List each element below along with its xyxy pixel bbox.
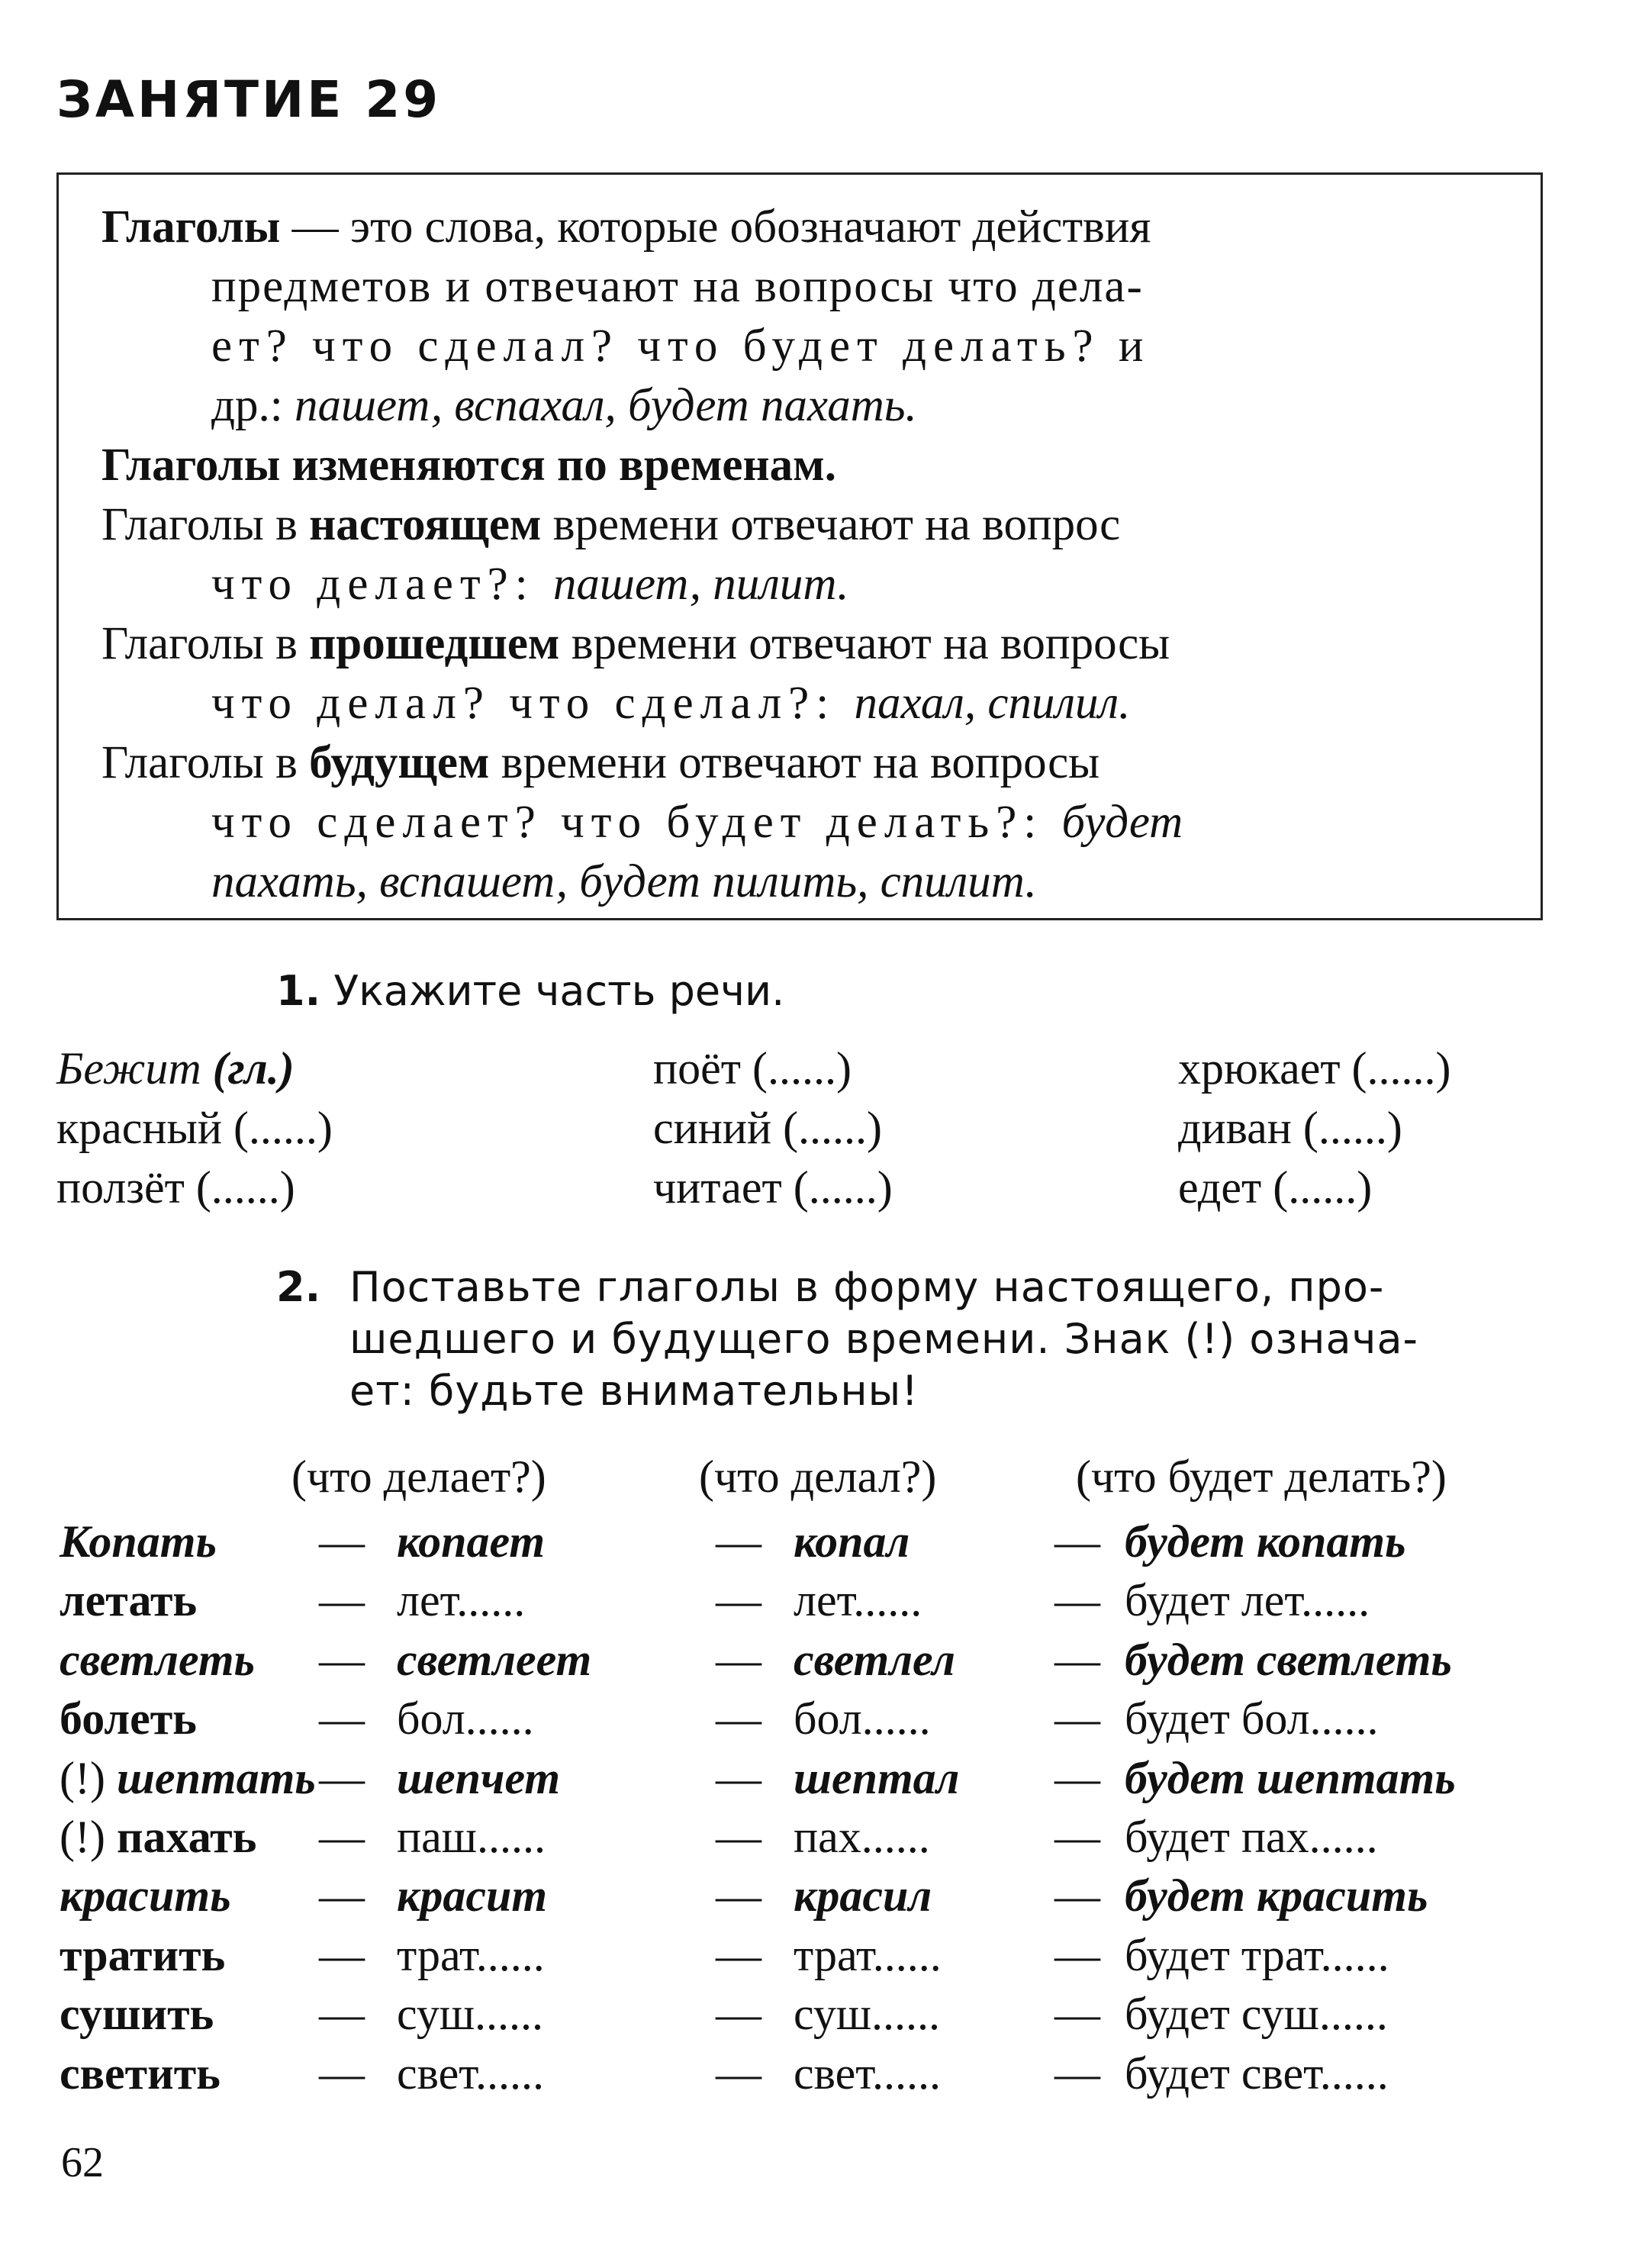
verb-infinitive [60,1991,214,2037]
table-row [0,1870,1642,1926]
past-form: лет...... [794,1575,922,1625]
task-number: 2. [276,1263,321,1311]
dash: — [716,1989,761,2039]
rule-tense: прошедшем [309,618,560,669]
past-form: бол...... [794,1693,931,1744]
rule-question: что сделает? что будет делать?: [211,797,1062,848]
rule-line: предметов и отвечают на вопросы что дела- [211,261,1144,312]
table-row [0,1516,1642,1572]
infinitive-word: тратить [60,1930,226,1980]
rule-text: др.: [211,380,295,431]
past-form: трат...... [794,1930,942,1980]
dash: — [1054,1812,1100,1862]
present-form: лет...... [397,1575,526,1625]
rule-line: ет? что сделал? что будет делать? и [211,321,1151,372]
infinitive-word: светить [60,2048,221,2099]
dash: — [1054,1575,1100,1625]
present-form: суш...... [397,1989,544,2039]
future-form: будет суш...... [1125,1989,1388,2039]
past-form: свет...... [794,2048,941,2099]
task-1-item: ползёт (......) [56,1162,295,1213]
rule-text: Глаголы в [101,499,310,550]
dash: — [319,1516,365,1567]
infinitive-word: летать [60,1575,198,1625]
dash: — [716,1575,761,1625]
page-number: 62 [61,2139,104,2186]
past-form: красил [794,1870,932,1921]
future-form: будет копать [1125,1516,1406,1567]
dash: — [716,1753,761,1803]
past-form: шептал [794,1753,960,1803]
past-form: светлел [794,1635,955,1685]
future-form: будет светлеть [1125,1635,1452,1685]
infinitive-word: светлеть [60,1635,255,1685]
infinitive-word: сушить [60,1989,214,2039]
rule-example: пашет, вспахал, будет пахать. [294,380,917,431]
dash: — [319,1753,365,1803]
rule-text: времени отвечают на вопросы [489,737,1100,788]
dash: — [319,1693,365,1744]
past-form: пах...... [794,1812,930,1862]
column-header-present: (что делает?) [291,1451,546,1502]
rule-example: пашет, пилит. [552,559,849,610]
column-header-future: (что будет делать?) [1076,1451,1447,1502]
rule-text: — это слова, которые обозначают действия [280,201,1151,253]
dash: — [319,1870,365,1921]
present-form: бол...... [397,1693,534,1744]
dash: — [319,1989,365,2039]
task-1-item: поёт (......) [653,1043,852,1094]
present-form: светлеет [397,1635,592,1685]
future-form: будет красить [1125,1870,1428,1921]
infinitive-word: болеть [60,1693,197,1744]
rule-question: что делает?: [211,559,553,610]
rule-example: пахал, спилил. [854,678,1131,729]
verb-infinitive [60,1637,255,1683]
dash: — [1054,2048,1100,2099]
future-form: будет пах...... [1125,1812,1378,1862]
present-form: паш...... [397,1812,546,1862]
present-form: трат...... [397,1930,545,1980]
rule-text: Глаголы в [101,618,310,669]
dash: — [1054,1693,1100,1744]
task-1-item: синий (......) [653,1103,883,1153]
dash: — [1054,1870,1100,1921]
example-answer: (гл.) [212,1043,295,1094]
task-text: Укажите часть речи. [333,967,785,1015]
rule-example: будет [1061,797,1183,848]
verb-infinitive [60,1932,225,1978]
table-row [0,1637,1642,1690]
rule-question: что делал? что сделал?: [211,678,855,729]
dash: — [1054,1753,1100,1803]
dash: — [319,1930,365,1980]
verb-infinitive [60,1870,231,1921]
example-word: Бежит [56,1043,201,1094]
infinitive-word: красить [60,1870,231,1921]
future-form: будет трат...... [1125,1930,1389,1980]
table-row [0,1991,1642,2044]
infinitive-word: пахать [116,1812,257,1862]
dash: — [1054,1635,1100,1685]
table-row [0,1814,1642,1867]
rule-tense: настоящем [309,499,542,550]
present-form: шепчет [397,1753,560,1803]
task-1-item: красный (......) [56,1103,333,1153]
dash: — [716,2048,761,2099]
present-form: копает [397,1516,546,1567]
infinitive-word: Копать [60,1516,217,1567]
verb-infinitive [60,1814,256,1860]
rule-text: Глаголы в [101,737,310,788]
attention-mark: (!) [60,1753,117,1803]
verb-infinitive [60,1755,316,1801]
column-header-past: (что делал?) [699,1451,937,1502]
task-1-item: читает (......) [653,1162,893,1213]
future-form: будет свет...... [1125,2048,1389,2099]
attention-mark: (!) [60,1812,117,1862]
future-form: будет лет...... [1125,1575,1370,1625]
task-number: 1. [276,967,321,1015]
rule-term: Глаголы [101,201,281,253]
verb-infinitive [60,1516,217,1567]
present-form: свет...... [397,2048,544,2099]
rule-tense: будущем [309,737,490,788]
table-row [0,1932,1642,1986]
table-row [0,1693,1642,1749]
present-form: красит [397,1870,548,1921]
rule-text: времени отвечают на вопросы [559,618,1170,669]
task-1-item: диван (......) [1178,1103,1402,1153]
rule-example: пахать, вспашет, будет пилить, спилит. [211,856,1037,907]
lesson-heading: ЗАНЯТИЕ 29 [56,70,442,129]
future-form: будет шептать [1125,1753,1456,1803]
dash: — [1054,1930,1100,1980]
dash: — [716,1516,761,1567]
dash: — [716,1930,761,1980]
task-2-text: ет: будьте внимательны! [349,1367,919,1415]
dash: — [319,1812,365,1862]
table-row [0,1577,1642,1631]
rule-text: времени отвечают на вопрос [541,499,1121,550]
dash: — [319,2048,365,2099]
past-form: копал [794,1516,910,1567]
task-1-item: хрюкает (......) [1178,1043,1451,1094]
dash: — [1054,1516,1100,1567]
dash: — [1054,1989,1100,2039]
dash: — [716,1870,761,1921]
rule-subheading: Глаголы изменяются по временам. [101,440,836,491]
infinitive-word: шептать [116,1753,316,1803]
dash: — [319,1635,365,1685]
table-row [0,1755,1642,1809]
dash: — [716,1812,761,1862]
future-form: будет бол...... [1125,1693,1379,1744]
task-1-item: едет (......) [1178,1162,1373,1213]
dash: — [319,1575,365,1625]
table-row [0,2048,1642,2104]
dash: — [716,1693,761,1744]
task-2-text: шедшего и будущего времени. Знак (!) означа- [349,1315,1419,1363]
task-2-text: Поставьте глаголы в форму настоящего, про- [349,1263,1385,1311]
past-form: суш...... [794,1989,941,2039]
dash: — [716,1635,761,1685]
verb-infinitive [60,2048,221,2099]
verb-infinitive [60,1577,197,1623]
verb-infinitive [60,1693,197,1744]
